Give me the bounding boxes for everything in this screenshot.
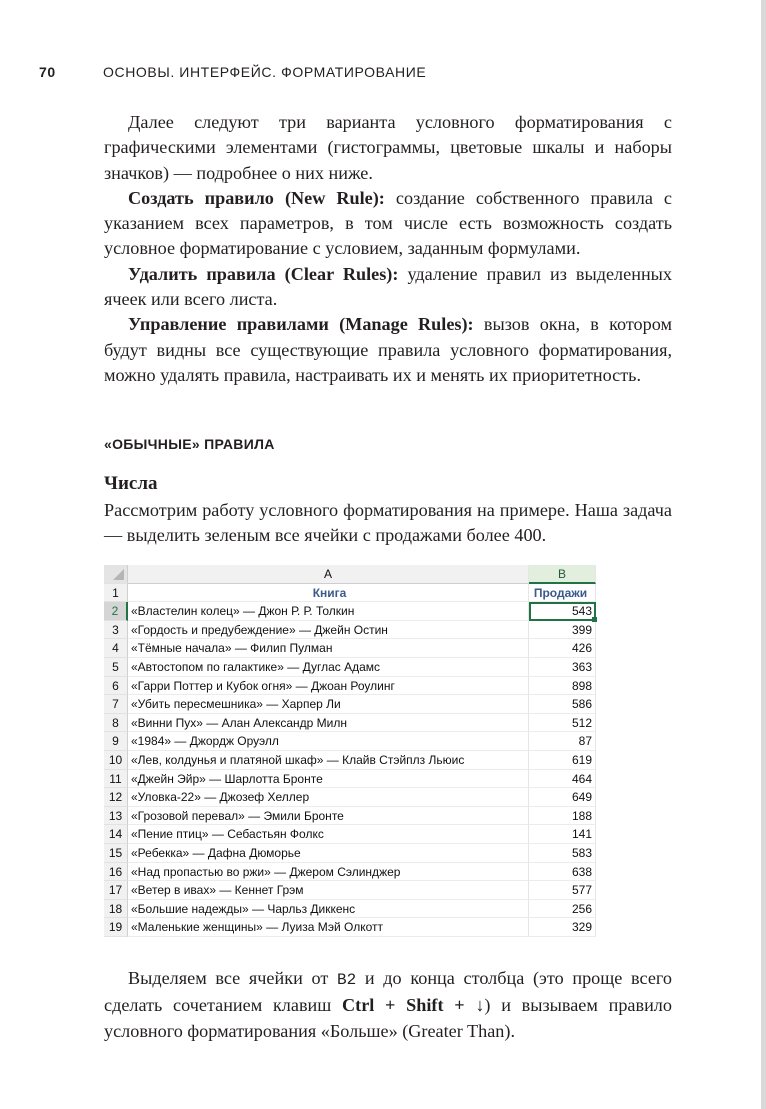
term-new-rule: Создать правило (New Rule): bbox=[128, 187, 385, 208]
column-header-b[interactable]: B bbox=[529, 565, 596, 584]
row-header[interactable]: 1 bbox=[104, 584, 128, 603]
cell-book-title[interactable]: «Гордость и предубеждение» — Джейн Остин bbox=[128, 621, 529, 640]
cell-book-title[interactable]: «Гарри Поттер и Кубок огня» — Джоан Роулинг bbox=[128, 677, 529, 696]
paragraph-clear-rules: Удалить правила (Clear Rules): удаление правил из выделенных ячеек или всего листа. bbox=[104, 263, 672, 310]
cell-sales[interactable]: 363 bbox=[529, 658, 596, 677]
row-header[interactable]: 15 bbox=[104, 844, 128, 863]
cell-book-title[interactable]: «Маленькие женщины» — Луиза Мэй Олкотт bbox=[128, 918, 529, 937]
cell-book-title[interactable]: «Над пропастью во ржи» — Джером Сэлинджер bbox=[128, 863, 529, 882]
cell-sales[interactable]: 141 bbox=[529, 825, 596, 844]
running-header bbox=[39, 64, 426, 80]
table-row bbox=[104, 584, 615, 603]
paragraph-new-rule: Создать правило (New Rule): создание собственного правила с указанием всех параметров, в том числе есть возможность создать условное форматирование с условием, заданным формулами. bbox=[104, 187, 672, 259]
row-header[interactable]: 5 bbox=[104, 658, 128, 677]
row-header[interactable]: 19 bbox=[104, 918, 128, 937]
row-header[interactable]: 6 bbox=[104, 677, 128, 696]
row-header[interactable]: 16 bbox=[104, 863, 128, 882]
table-row bbox=[104, 602, 615, 621]
subsection-heading: Числа bbox=[104, 473, 158, 494]
table-row bbox=[104, 658, 615, 677]
paragraph-manage-rules: Управление правилами (Manage Rules): вызов окна, в котором будут видны все существующие правила условного форматирования, можно удалять правила, настраивать их и менять их приоритетность. bbox=[104, 314, 673, 385]
cell-sales[interactable]: 188 bbox=[529, 807, 596, 826]
table-row bbox=[104, 918, 615, 937]
row-header[interactable]: 14 bbox=[104, 825, 128, 844]
cell-book-title[interactable]: «Тёмные начала» — Филип Пулман bbox=[128, 639, 529, 658]
row-header[interactable]: 10 bbox=[104, 751, 128, 770]
cell-sales[interactable]: 399 bbox=[529, 621, 596, 640]
cell-sales[interactable]: 426 bbox=[529, 639, 596, 658]
cell-book-title[interactable]: «Властелин колец» — Джон Р. Р. Толкин bbox=[128, 602, 529, 621]
cell-book-title[interactable]: «Джейн Эйр» — Шарлотта Бронте bbox=[128, 770, 529, 789]
table-row bbox=[104, 788, 615, 807]
cell-sales[interactable]: 87 bbox=[529, 732, 596, 751]
cell-sales[interactable]: 543 bbox=[529, 602, 596, 621]
header-cell-sales[interactable]: Продажи bbox=[529, 584, 596, 603]
cell-sales[interactable]: 464 bbox=[529, 770, 596, 789]
sheet-rows bbox=[104, 584, 615, 937]
cell-sales[interactable]: 638 bbox=[529, 863, 596, 882]
cell-sales[interactable]: 512 bbox=[529, 714, 596, 733]
header-cell-book[interactable]: Книга bbox=[128, 584, 529, 603]
cell-book-title[interactable]: «Ребекка» — Дафна Дюморье bbox=[128, 844, 529, 863]
cell-sales[interactable]: 329 bbox=[529, 918, 596, 937]
table-row bbox=[104, 732, 615, 751]
cell-book-title[interactable]: «Большие надежды» — Чарльз Диккенс bbox=[128, 900, 529, 919]
cell-book-title[interactable]: «Лев, колдунья и платяной шкаф» — Клайв Стэйплз Льюис bbox=[128, 751, 529, 770]
table-row bbox=[104, 863, 615, 882]
row-header[interactable]: 12 bbox=[104, 788, 128, 807]
cell-sales[interactable]: 898 bbox=[529, 677, 596, 696]
column-header-a[interactable]: A bbox=[128, 565, 529, 584]
cell-sales[interactable]: 649 bbox=[529, 788, 596, 807]
cell-sales[interactable]: 256 bbox=[529, 900, 596, 919]
table-row bbox=[104, 900, 615, 919]
cell-book-title[interactable]: «1984» — Джордж Оруэлл bbox=[128, 732, 529, 751]
row-header[interactable]: 17 bbox=[104, 881, 128, 900]
cell-sales[interactable]: 583 bbox=[529, 844, 596, 863]
table-row bbox=[104, 807, 615, 826]
table-row bbox=[104, 621, 615, 640]
cell-sales[interactable]: 586 bbox=[529, 695, 596, 714]
bottom-paragraph: Выделяем все ячейки от B2 и до конца столбца (это проще всего сделать сочетанием клавиш Ctrl + Shift + ↓) и вызываем правило условного форматирования «Больше» (Greater Than). bbox=[104, 968, 672, 1041]
running-title: ОСНОВЫ. ИНТЕРФЕЙС. ФОРМАТИРОВАНИЕ bbox=[103, 64, 427, 80]
cell-book-title[interactable]: «Уловка-22» — Джозеф Хеллер bbox=[128, 788, 529, 807]
table-row bbox=[104, 751, 615, 770]
table-row bbox=[104, 639, 615, 658]
table-row bbox=[104, 714, 615, 733]
fill-handle[interactable] bbox=[592, 617, 597, 622]
table-row bbox=[104, 844, 615, 863]
table-row bbox=[104, 695, 615, 714]
select-all-corner[interactable] bbox=[104, 565, 128, 584]
page-edge-shadow bbox=[761, 0, 766, 1109]
paragraph-graphic-formats: Далее следуют три варианта условного форматирования с графическими элементами (гистограммы, цветовые шкалы и наборы значков) — подробнее о них ниже. bbox=[104, 112, 672, 183]
cell-reference: B2 bbox=[336, 971, 357, 989]
task-paragraph: Рассмотрим работу условного форматирования на примере. Наша задача — выделить зеленым все ячейки с продажами более 400. bbox=[104, 500, 672, 546]
term-manage-rules: Управление правилами (Manage Rules): bbox=[128, 314, 474, 335]
row-header[interactable]: 9 bbox=[104, 732, 128, 751]
row-header[interactable]: 3 bbox=[104, 621, 128, 640]
cell-sales[interactable]: 577 bbox=[529, 881, 596, 900]
row-header[interactable]: 4 bbox=[104, 639, 128, 658]
cell-book-title[interactable]: «Убить пересмешника» — Харпер Ли bbox=[128, 695, 529, 714]
spreadsheet bbox=[104, 565, 615, 939]
table-row bbox=[104, 770, 615, 789]
intro-text bbox=[104, 110, 672, 388]
cell-book-title[interactable]: «Грозовой перевал» — Эмили Бронте bbox=[128, 807, 529, 826]
table-row bbox=[104, 677, 615, 696]
key-combination: Ctrl + Shift + ↓ bbox=[342, 995, 485, 1016]
row-header[interactable]: 8 bbox=[104, 714, 128, 733]
section-heading: «ОБЫЧНЫЕ» ПРАВИЛА bbox=[104, 436, 275, 452]
cell-book-title[interactable]: «Автостопом по галактике» — Дуглас Адамс bbox=[128, 658, 529, 677]
column-header-row bbox=[104, 565, 615, 584]
table-row bbox=[104, 825, 615, 844]
cell-book-title[interactable]: «Винни Пух» — Алан Александр Милн bbox=[128, 714, 529, 733]
row-header[interactable]: 2 bbox=[104, 602, 128, 621]
term-clear-rules: Удалить правила (Clear Rules): bbox=[128, 263, 399, 284]
row-header[interactable]: 11 bbox=[104, 770, 128, 789]
table-row bbox=[104, 881, 615, 900]
page-number: 70 bbox=[39, 64, 56, 80]
cell-book-title[interactable]: «Ветер в ивах» — Кеннет Грэм bbox=[128, 881, 529, 900]
row-header[interactable]: 13 bbox=[104, 807, 128, 826]
cell-sales[interactable]: 619 bbox=[529, 751, 596, 770]
cell-book-title[interactable]: «Пение птиц» — Себастьян Фолкс bbox=[128, 825, 529, 844]
row-header[interactable]: 18 bbox=[104, 900, 128, 919]
row-header[interactable]: 7 bbox=[104, 695, 128, 714]
